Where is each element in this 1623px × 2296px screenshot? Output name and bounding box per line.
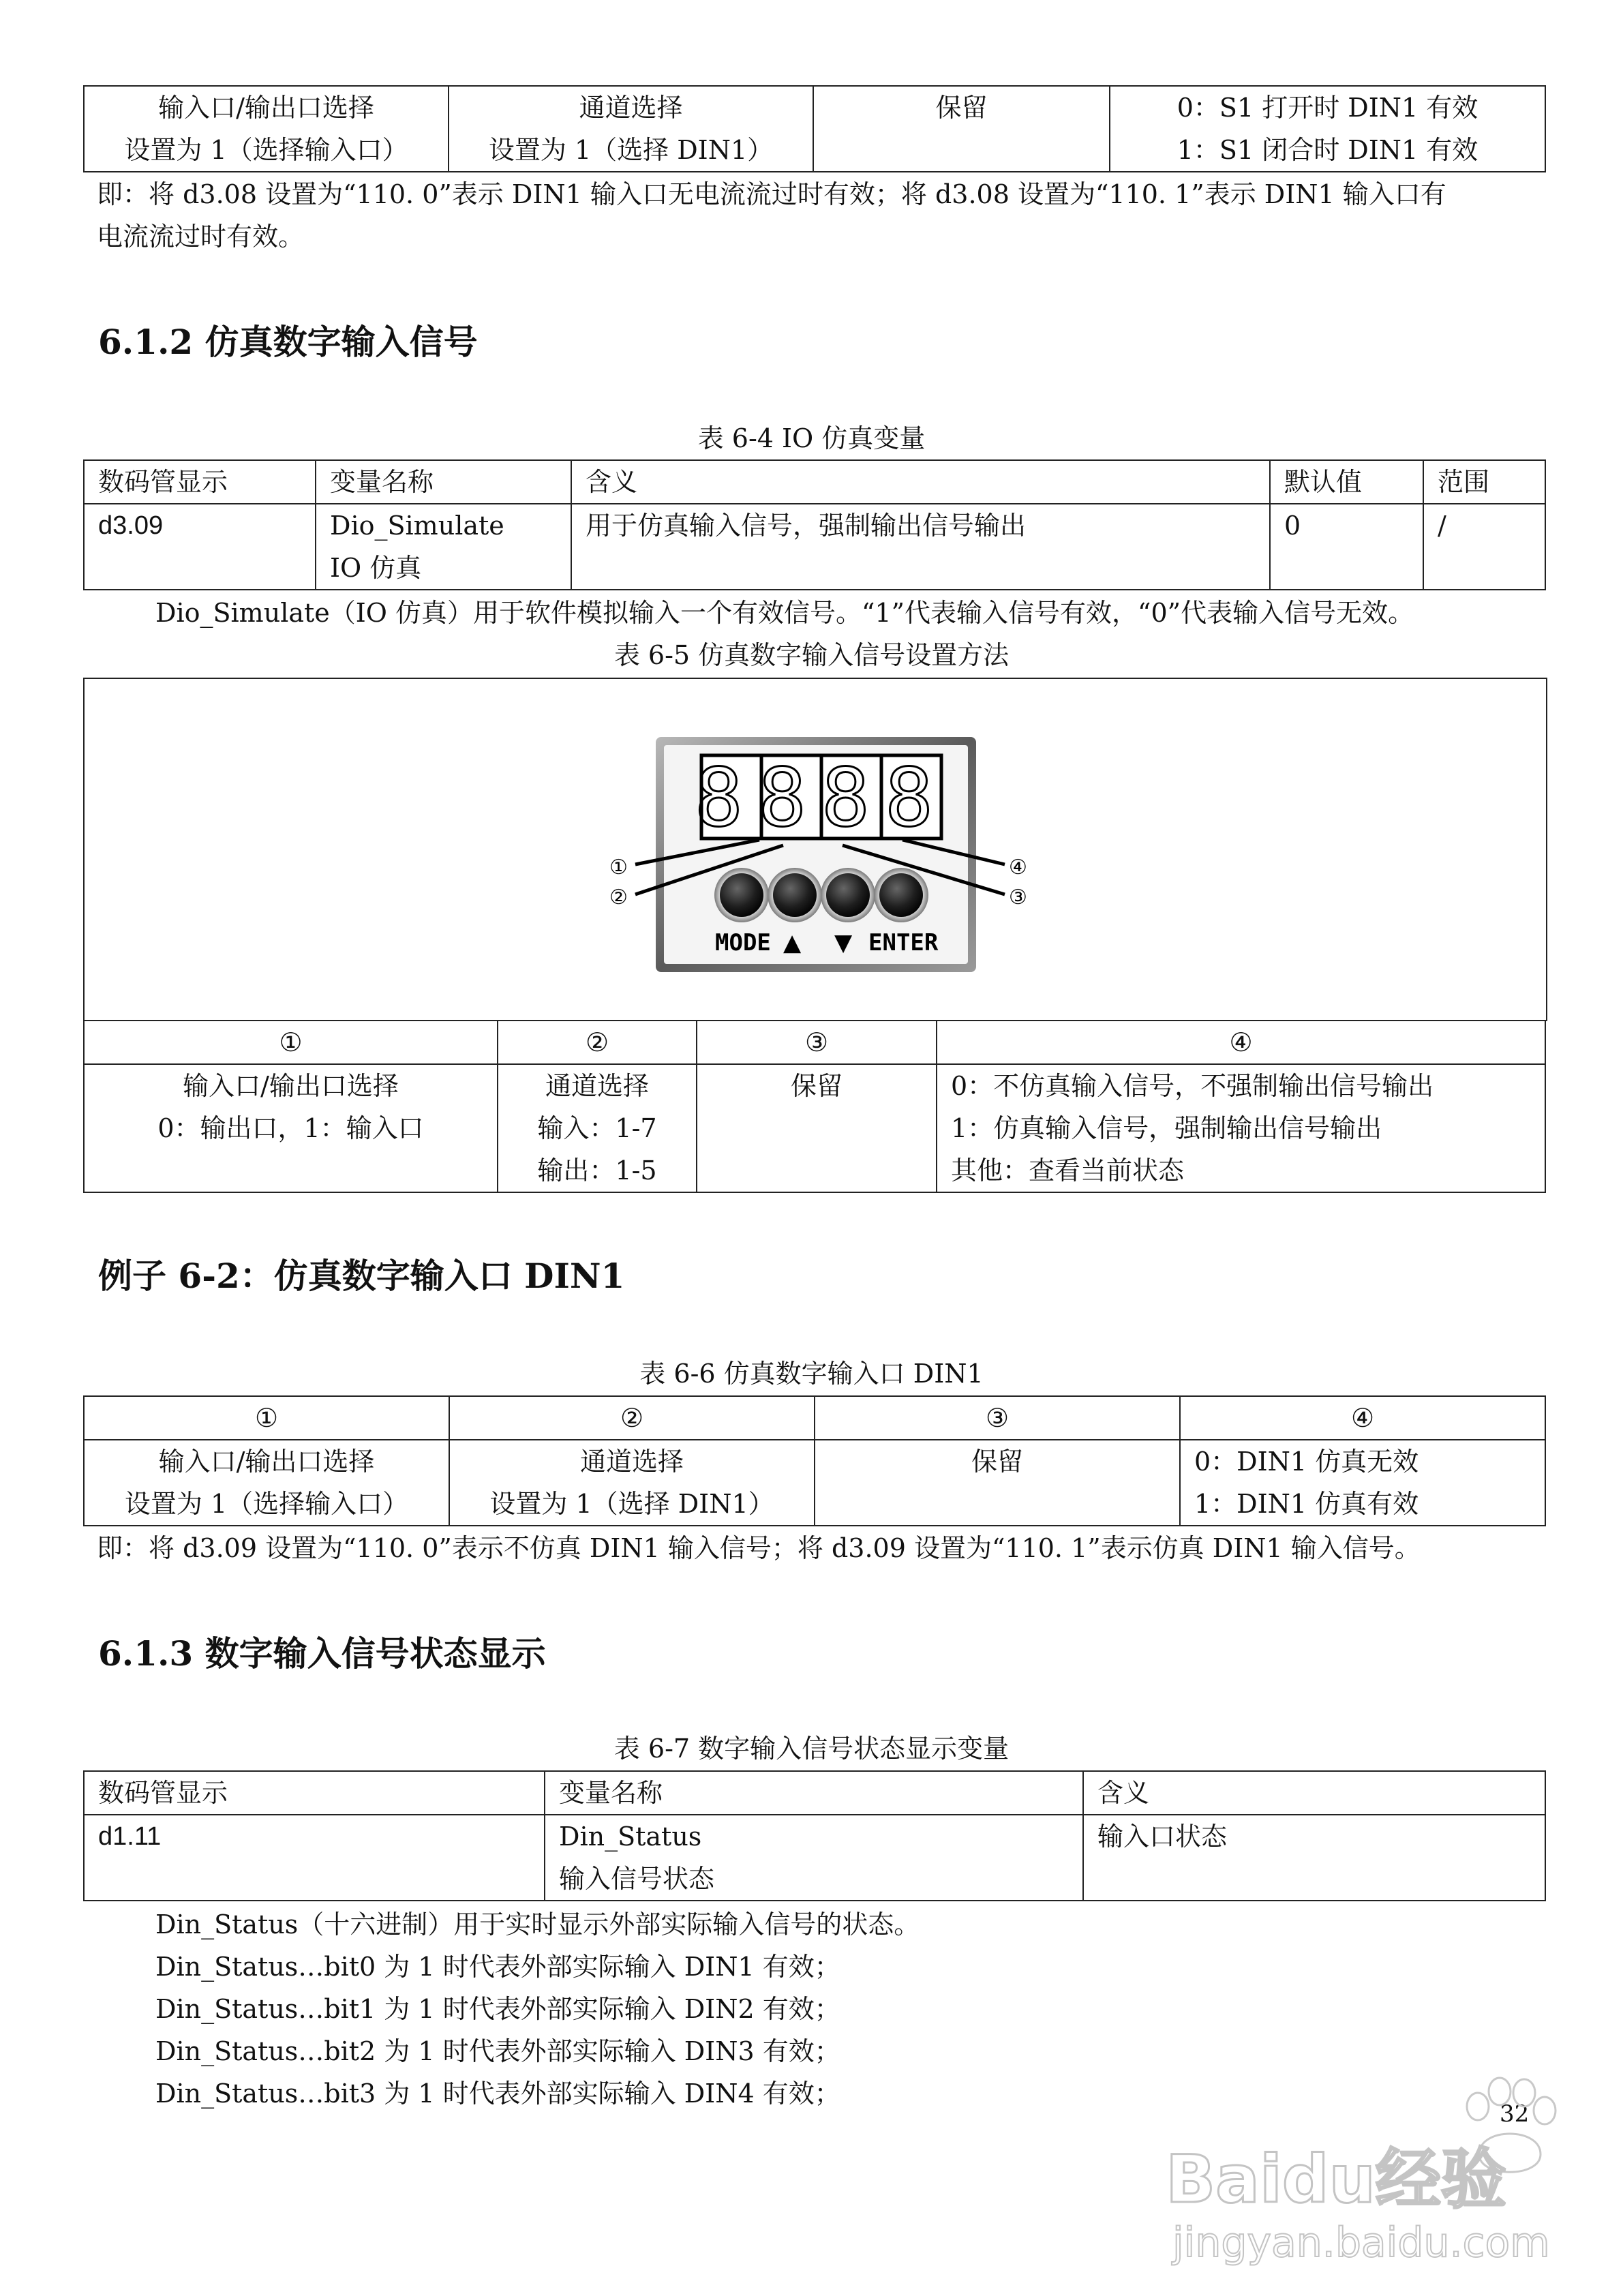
din-status-line: Din_Status…bit2 为 1 时代表外部实际输入 DIN3 有效； — [155, 2036, 840, 2066]
value-range: / — [1423, 504, 1545, 590]
top-table — [83, 85, 1546, 172]
callout-4: ④ — [1009, 856, 1027, 879]
reserved-cell: 保留 — [697, 1064, 937, 1192]
watermark-logo: Baidu经验 — [1166, 2141, 1506, 2218]
digit-position-1: ① — [84, 1021, 498, 1064]
section-title-6-1-2: 6.1.2 仿真数字输入信号 — [98, 322, 478, 362]
top-table-cell-2: 通道选择 设置为 1（选择 DIN1） — [449, 86, 813, 172]
table-header-cell: 数码管显示 — [84, 460, 316, 504]
din-status-line: Din_Status…bit1 为 1 时代表外部实际输入 DIN2 有效； — [155, 1994, 840, 2024]
watermark-graphic — [1159, 2059, 1595, 2270]
din-status-description — [155, 1903, 920, 2115]
din-status-line: Din_Status…bit0 为 1 时代表外部实际输入 DIN1 有效； — [155, 1952, 840, 1982]
digit-position-3: ③ — [697, 1021, 937, 1064]
table-6-5-image-panel — [83, 678, 1547, 1021]
note-dio-simulate: Dio_Simulate（IO 仿真）用于软件模拟输入一个有效信号。“1”代表输入信号有效，“0”代表输入信号无效。 — [155, 598, 1414, 628]
table-header-row — [84, 1396, 1545, 1440]
digit-position-2: ② — [498, 1021, 697, 1064]
up-label: ▲ — [783, 929, 802, 956]
digit-position-4: ④ — [937, 1021, 1545, 1064]
table-header-row — [84, 1771, 1545, 1815]
led-keypad-diagram — [85, 679, 1546, 1021]
watermark-url: jingyan.baidu.com — [1172, 2219, 1550, 2267]
din-status-line: Din_Status（十六进制）用于实时显示外部实际输入信号的状态。 — [155, 1909, 920, 1939]
table-6-7 — [83, 1770, 1546, 1901]
down-label: ▼ — [834, 929, 853, 956]
table-6-7-caption: 表 6-7 数字输入信号状态显示变量 — [613, 1734, 1010, 1764]
table-header-cell: 数码管显示 — [84, 1771, 545, 1815]
din-status-line: Din_Status…bit3 为 1 时代表外部实际输入 DIN4 有效； — [155, 2079, 840, 2109]
digit-position-1: ① — [84, 1396, 449, 1440]
mode-label: MODE — [715, 929, 771, 956]
digit-position-4: ④ — [1180, 1396, 1545, 1440]
simulate-mode-cell: 0：DIN1 仿真无效 1：DIN1 仿真有效 — [1180, 1440, 1545, 1526]
top-table-cell-3: 保留 — [813, 86, 1110, 172]
table-header-cell: 含义 — [571, 460, 1270, 504]
baidu-jingyan-watermark — [1159, 2059, 1595, 2270]
table-6-5-caption: 表 6-5 仿真数字输入信号设置方法 — [613, 640, 1010, 670]
down-button[interactable] — [826, 873, 870, 917]
enter-label: ENTER — [868, 929, 939, 956]
digit-position-3: ③ — [815, 1396, 1180, 1440]
callout-1: ① — [609, 856, 628, 879]
table-6-5 — [83, 1020, 1546, 1193]
table-row — [84, 504, 1545, 590]
display-code: d1.11 — [84, 1815, 545, 1901]
table-header-cell: 含义 — [1083, 1771, 1545, 1815]
table-6-4-caption: 表 6-4 IO 仿真变量 — [697, 423, 926, 453]
table-6-6 — [83, 1395, 1546, 1526]
table-row — [84, 1064, 1545, 1192]
example-6-2-title: 例子 6-2：仿真数字输入口 DIN1 — [98, 1256, 625, 1296]
variable-name: Dio_Simulate IO 仿真 — [316, 504, 571, 590]
note-d3-09: 即：将 d3.09 设置为“110. 0”表示不仿真 DIN1 输入信号；将 d3.09 设置为“110. 1”表示仿真 DIN1 输入信号。 — [97, 1533, 1421, 1563]
table-header-cell: 范围 — [1423, 460, 1545, 504]
table-header-cell: 默认值 — [1270, 460, 1423, 504]
default-value: 0 — [1270, 504, 1423, 590]
digit-position-2: ② — [449, 1396, 815, 1440]
enter-button[interactable] — [879, 873, 923, 917]
section-title-6-1-3: 6.1.3 数字输入信号状态显示 — [98, 1633, 546, 1674]
mode-button[interactable] — [720, 873, 763, 917]
table-row — [84, 1815, 1545, 1901]
callout-2: ② — [609, 886, 628, 909]
table-6-4 — [83, 459, 1546, 590]
up-button[interactable] — [773, 873, 817, 917]
variable-meaning: 输入口状态 — [1083, 1815, 1545, 1901]
io-select-cell: 输入口/输出口选择 0：输出口，1：输入口 — [84, 1064, 498, 1192]
led-digits: 8888 — [694, 751, 949, 845]
simulate-mode-cell: 0：不仿真输入信号，不强制输出信号输出 1：仿真输入信号，强制输出信号输出 其他：查看当前状态 — [937, 1064, 1545, 1192]
table-row — [84, 1440, 1545, 1526]
channel-select-cell: 通道选择 设置为 1（选择 DIN1） — [449, 1440, 815, 1526]
table-header-cell: 变量名称 — [316, 460, 571, 504]
table-header-row — [84, 460, 1545, 504]
top-table-cell-1: 输入口/输出口选择 设置为 1（选择输入口） — [84, 86, 449, 172]
variable-meaning: 用于仿真输入信号，强制输出信号输出 — [571, 504, 1270, 590]
table-header-row — [84, 1021, 1545, 1064]
table-6-6-caption: 表 6-6 仿真数字输入口 DIN1 — [639, 1359, 984, 1389]
variable-name: Din_Status 输入信号状态 — [545, 1815, 1083, 1901]
table-row — [84, 86, 1545, 172]
channel-select-cell: 通道选择 输入：1-7 输出：1-5 — [498, 1064, 697, 1192]
note-d3-08: 即：将 d3.08 设置为“110. 0”表示 DIN1 输入口无电流流过时有效；将 d3.08 设置为“110. 1”表示 DIN1 输入口有 电流流过时有效。 — [97, 179, 1446, 252]
top-table-cell-4: 0：S1 打开时 DIN1 有效 1：S1 闭合时 DIN1 有效 — [1110, 86, 1545, 172]
io-select-cell: 输入口/输出口选择 设置为 1（选择输入口） — [84, 1440, 449, 1526]
callout-3: ③ — [1009, 886, 1027, 909]
table-header-cell: 变量名称 — [545, 1771, 1083, 1815]
display-code: d3.09 — [84, 504, 316, 590]
reserved-cell: 保留 — [815, 1440, 1180, 1526]
page-number: 32 — [1500, 2100, 1530, 2128]
